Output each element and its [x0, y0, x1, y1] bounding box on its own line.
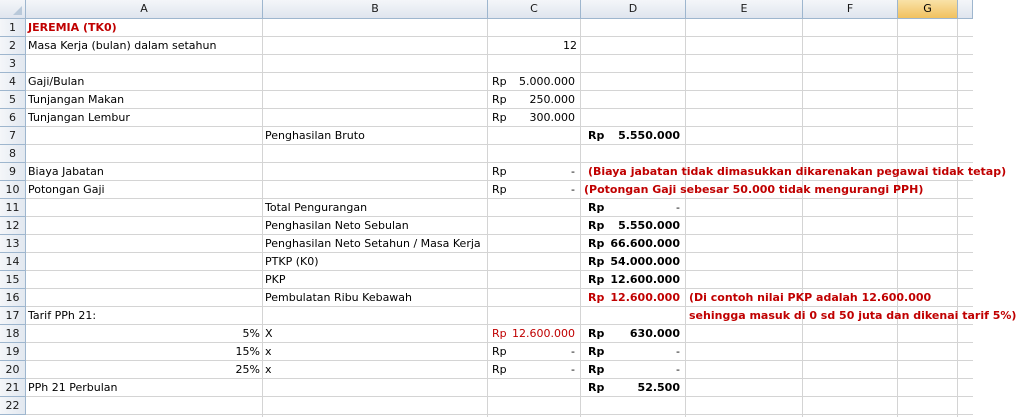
cell-c4-rp: Rp [492, 75, 507, 88]
cell-d16-rp: Rp [588, 291, 605, 304]
select-all-corner[interactable] [0, 0, 26, 19]
cell-c19-rp: Rp [492, 345, 507, 358]
cell-d12[interactable]: 5.550.000 [618, 219, 680, 232]
cell-a17[interactable]: Tarif PPh 21: [28, 309, 97, 322]
cell-c19[interactable]: - [571, 345, 575, 358]
cell-d11[interactable]: - [676, 201, 680, 214]
cell-d20[interactable]: - [676, 363, 680, 376]
row-header-14[interactable]: 14 [0, 253, 26, 271]
row-header-19[interactable]: 19 [0, 343, 26, 361]
cell-b20[interactable]: x [265, 363, 272, 376]
cell-c20[interactable]: - [571, 363, 575, 376]
cell-c18-rp: Rp [492, 327, 507, 340]
column-header-c[interactable]: C [488, 0, 581, 19]
cell-d10-note[interactable]: (Potongan Gaji sebesar 50.000 tidak mengurangi PPH) [584, 183, 924, 196]
row-header-5[interactable]: 5 [0, 91, 26, 109]
cell-c4[interactable]: 5.000.000 [519, 75, 575, 88]
cell-d18[interactable]: 630.000 [629, 327, 680, 340]
cell-a10[interactable]: Potongan Gaji [28, 183, 105, 196]
cell-d13-rp: Rp [588, 237, 605, 250]
cell-a21[interactable]: PPh 21 Perbulan [28, 381, 118, 394]
row-header-10[interactable]: 10 [0, 181, 26, 199]
row-header-11[interactable]: 11 [0, 199, 26, 217]
cell-d14[interactable]: 54.000.000 [610, 255, 680, 268]
row-header-12[interactable]: 12 [0, 217, 26, 235]
cell-d14-rp: Rp [588, 255, 605, 268]
cell-a19[interactable]: 15% [235, 345, 260, 358]
row-header-22[interactable]: 22 [0, 397, 26, 415]
cell-c6-rp: Rp [492, 111, 507, 124]
cell-d20-rp: Rp [588, 363, 605, 376]
row-header-6[interactable]: 6 [0, 109, 26, 127]
row-header-13[interactable]: 13 [0, 235, 26, 253]
cell-c6[interactable]: 300.000 [529, 111, 575, 124]
cell-a6[interactable]: Tunjangan Lembur [28, 111, 130, 124]
cell-d12-rp: Rp [588, 219, 605, 232]
row-header-16[interactable]: 16 [0, 289, 26, 307]
row-header-4[interactable]: 4 [0, 73, 26, 91]
cell-d11-rp: Rp [588, 201, 605, 214]
cell-d16[interactable]: 12.600.000 [610, 291, 680, 304]
row-header-7[interactable]: 7 [0, 127, 26, 145]
cell-a18[interactable]: 5% [242, 327, 260, 340]
cell-b13[interactable]: Penghasilan Neto Setahun / Masa Kerja [265, 237, 481, 250]
column-header-d[interactable]: D [581, 0, 686, 19]
cell-c9[interactable]: - [571, 165, 575, 178]
column-header-f[interactable]: F [803, 0, 898, 19]
row-header-9[interactable]: 9 [0, 163, 26, 181]
cell-d9-note[interactable]: (Biaya jabatan tidak dimasukkan dikarenakan pegawai tidak tetap) [588, 165, 1007, 178]
row-header-21[interactable]: 21 [0, 379, 26, 397]
cell-d21[interactable]: 52.500 [637, 381, 680, 394]
cell-a2[interactable]: Masa Kerja (bulan) dalam setahun [28, 39, 217, 52]
cell-b16[interactable]: Pembulatan Ribu Kebawah [265, 291, 413, 304]
cell-d21-rp: Rp [588, 381, 605, 394]
row-header-8[interactable]: 8 [0, 145, 26, 163]
cell-b14[interactable]: PTKP (K0) [265, 255, 319, 268]
column-header-a[interactable]: A [26, 0, 263, 19]
cell-a5[interactable]: Tunjangan Makan [28, 93, 125, 106]
cell-c18[interactable]: 12.600.000 [512, 327, 575, 340]
cell-c2[interactable]: 12 [563, 39, 577, 52]
select-all-icon [13, 6, 22, 15]
row-header-2[interactable]: 2 [0, 37, 26, 55]
cell-d19-rp: Rp [588, 345, 605, 358]
cell-c20-rp: Rp [492, 363, 507, 376]
row-header-20[interactable]: 20 [0, 361, 26, 379]
cell-a9[interactable]: Biaya Jabatan [28, 165, 104, 178]
cell-c5[interactable]: 250.000 [529, 93, 575, 106]
cell-b7[interactable]: Penghasilan Bruto [265, 129, 365, 142]
cell-b19[interactable]: x [265, 345, 272, 358]
cell-c9-rp: Rp [492, 165, 507, 178]
cell-e17-note[interactable]: sehingga masuk di 0 sd 50 juta dan dikenai tarif 5%) [689, 309, 1016, 322]
row-header-18[interactable]: 18 [0, 325, 26, 343]
cell-b12[interactable]: Penghasilan Neto Sebulan [265, 219, 409, 232]
column-header-g[interactable]: G [898, 0, 958, 19]
column-header-h[interactable] [958, 0, 973, 19]
cell-d15[interactable]: 12.600.000 [610, 273, 680, 286]
column-header-e[interactable]: E [686, 0, 803, 19]
cell-b18[interactable]: X [265, 327, 273, 340]
row-header-3[interactable]: 3 [0, 55, 26, 73]
cell-b15[interactable]: PKP [265, 273, 286, 286]
row-header-17[interactable]: 17 [0, 307, 26, 325]
cell-d15-rp: Rp [588, 273, 605, 286]
cell-d19[interactable]: - [676, 345, 680, 358]
cell-a4[interactable]: Gaji/Bulan [28, 75, 85, 88]
cell-a20[interactable]: 25% [235, 363, 260, 376]
cell-d7[interactable]: 5.550.000 [618, 129, 680, 142]
cell-a1[interactable]: JEREMIA (TK0) [28, 21, 117, 34]
cell-c10-rp: Rp [492, 183, 507, 196]
row-header-1[interactable]: 1 [0, 19, 26, 37]
cell-c5-rp: Rp [492, 93, 507, 106]
cell-b11[interactable]: Total Pengurangan [265, 201, 368, 214]
cell-d7-rp: Rp [588, 129, 605, 142]
column-header-b[interactable]: B [263, 0, 488, 19]
row-header-15[interactable]: 15 [0, 271, 26, 289]
cell-d13[interactable]: 66.600.000 [610, 237, 680, 250]
cell-d18-rp: Rp [588, 327, 605, 340]
cell-c10[interactable]: - [571, 183, 575, 196]
cell-e16-note[interactable]: (Di contoh nilai PKP adalah 12.600.000 [689, 291, 932, 304]
